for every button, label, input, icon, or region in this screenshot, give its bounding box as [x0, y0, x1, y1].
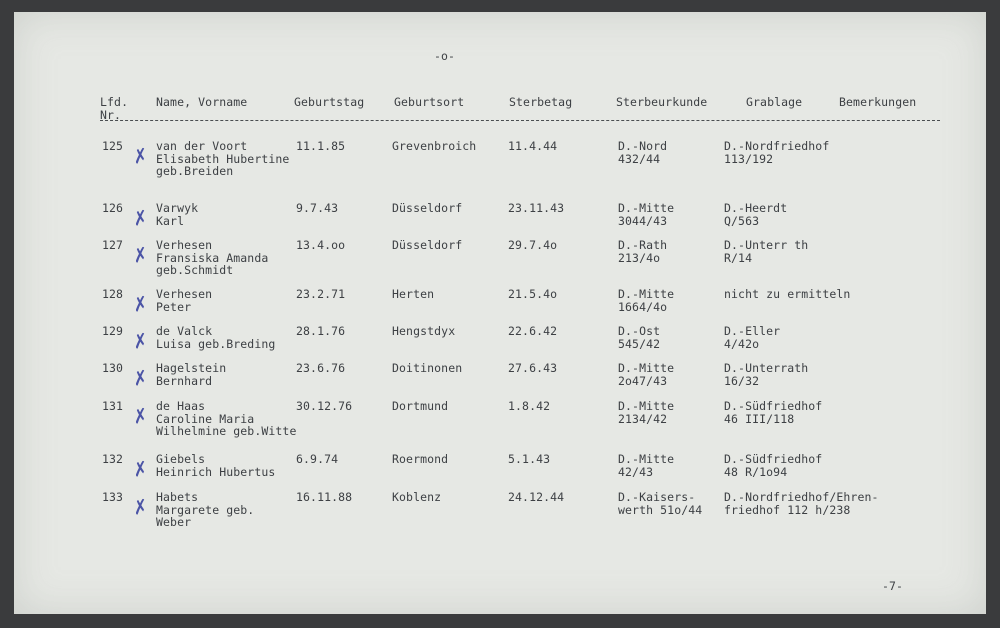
- row-deathday: 11.4.44: [508, 139, 558, 153]
- row-grave: D.-Unterrath 16/32: [724, 361, 809, 388]
- row-name: van der Voort Elisabeth Hubertine geb.Breiden: [156, 139, 290, 178]
- page-number: -7-: [882, 579, 904, 593]
- row-birthday: 23.2.71: [296, 287, 346, 301]
- row-nr: 125: [102, 139, 124, 153]
- row-nr: 126: [102, 201, 124, 215]
- table-row: [14, 288, 986, 328]
- header-birthplace: Geburtsort: [394, 95, 465, 109]
- table-row: [14, 325, 986, 365]
- row-deathday: 24.12.44: [508, 490, 565, 504]
- row-deathday: 29.7.4o: [508, 238, 558, 252]
- row-certificate: D.-Mitte 42/43: [618, 452, 675, 479]
- row-birthday: 6.9.74: [296, 452, 339, 466]
- check-mark-icon: ✗: [131, 242, 150, 268]
- check-mark-icon: ✗: [131, 456, 150, 482]
- check-mark-icon: ✗: [131, 328, 150, 354]
- header-nr: Lfd. Nr.: [100, 95, 129, 122]
- header-name: Name, Vorname: [156, 95, 248, 109]
- row-grave: D.-Nordfriedhof 113/192: [724, 139, 830, 166]
- row-nr: 131: [102, 399, 124, 413]
- row-birthplace: Grevenbroich: [392, 139, 477, 153]
- row-name: de Valck Luisa geb.Breding: [156, 324, 276, 351]
- row-certificate: D.-Rath 213/4o: [618, 238, 668, 265]
- row-name: Verhesen Fransiska Amanda geb.Schmidt: [156, 238, 269, 277]
- row-nr: 129: [102, 324, 124, 338]
- header-remarks: Bemerkungen: [839, 95, 917, 109]
- row-grave: D.-Eller 4/42o: [724, 324, 781, 351]
- document-page: [14, 12, 986, 614]
- row-birthplace: Dortmund: [392, 399, 449, 413]
- row-certificate: D.-Mitte 2134/42: [618, 399, 675, 426]
- check-mark-icon: ✗: [131, 291, 150, 317]
- row-certificate: D.-Nord 432/44: [618, 139, 668, 166]
- check-mark-icon: ✗: [131, 403, 150, 429]
- row-birthday: 16.11.88: [296, 490, 353, 504]
- row-birthday: 30.12.76: [296, 399, 353, 413]
- row-certificate: D.-Ost 545/42: [618, 324, 661, 351]
- table-row: [14, 202, 986, 242]
- header-certificate: Sterbeurkunde: [616, 95, 708, 109]
- row-name: Verhesen Peter: [156, 287, 213, 314]
- row-deathday: 21.5.4o: [508, 287, 558, 301]
- row-birthplace: Doitinonen: [392, 361, 463, 375]
- header-birthday: Geburtstag: [294, 95, 365, 109]
- row-birthday: 9.7.43: [296, 201, 339, 215]
- table-row: [14, 491, 986, 531]
- header-deathday: Sterbetag: [509, 95, 573, 109]
- row-name: de Haas Caroline Maria Wilhelmine geb.Witte: [156, 399, 297, 438]
- row-birthplace: Düsseldorf: [392, 238, 463, 252]
- row-grave: D.-Südfriedhof 48 R/1o94: [724, 452, 823, 479]
- row-birthplace: Hengstdyx: [392, 324, 456, 338]
- row-birthday: 28.1.76: [296, 324, 346, 338]
- row-grave: D.-Heerdt Q/563: [724, 201, 788, 228]
- table-row: [14, 362, 986, 402]
- row-name: Varwyk Karl: [156, 201, 199, 228]
- row-birthplace: Roermond: [392, 452, 449, 466]
- page-marker: -o-: [434, 49, 456, 63]
- row-birthplace: Koblenz: [392, 490, 442, 504]
- row-nr: 133: [102, 490, 124, 504]
- row-deathday: 1.8.42: [508, 399, 551, 413]
- header-divider: [100, 120, 940, 121]
- row-name: Hagelstein Bernhard: [156, 361, 227, 388]
- table-row: [14, 140, 986, 180]
- row-deathday: 27.6.43: [508, 361, 558, 375]
- check-mark-icon: ✗: [131, 365, 150, 391]
- table-row: [14, 400, 986, 440]
- row-nr: 128: [102, 287, 124, 301]
- row-certificate: D.-Mitte 2o47/43: [618, 361, 675, 388]
- row-deathday: 5.1.43: [508, 452, 551, 466]
- row-name: Habets Margarete geb. Weber: [156, 490, 255, 529]
- row-birthplace: Düsseldorf: [392, 201, 463, 215]
- header-grave: Grablage: [746, 95, 803, 109]
- check-mark-icon: ✗: [131, 205, 150, 231]
- row-birthplace: Herten: [392, 287, 435, 301]
- row-name: Giebels Heinrich Hubertus: [156, 452, 276, 479]
- row-grave: nicht zu ermitteln: [724, 287, 851, 301]
- row-deathday: 22.6.42: [508, 324, 558, 338]
- row-birthday: 13.4.oo: [296, 238, 346, 252]
- row-certificate: D.-Mitte 3044/43: [618, 201, 675, 228]
- row-grave: D.-Unterr th R/14: [724, 238, 809, 265]
- row-certificate: D.-Mitte 1664/4o: [618, 287, 675, 314]
- row-certificate: D.-Kaisers- werth 51o/44: [618, 490, 703, 517]
- row-birthday: 11.1.85: [296, 139, 346, 153]
- check-mark-icon: ✗: [131, 143, 150, 169]
- row-grave: D.-Nordfriedhof/Ehren- friedhof 112 h/238: [724, 490, 879, 517]
- row-birthday: 23.6.76: [296, 361, 346, 375]
- table-row: [14, 239, 986, 279]
- row-deathday: 23.11.43: [508, 201, 565, 215]
- row-nr: 127: [102, 238, 124, 252]
- row-nr: 132: [102, 452, 124, 466]
- table-row: [14, 453, 986, 493]
- check-mark-icon: ✗: [131, 494, 150, 520]
- row-nr: 130: [102, 361, 124, 375]
- row-grave: D.-Südfriedhof 46 III/118: [724, 399, 823, 426]
